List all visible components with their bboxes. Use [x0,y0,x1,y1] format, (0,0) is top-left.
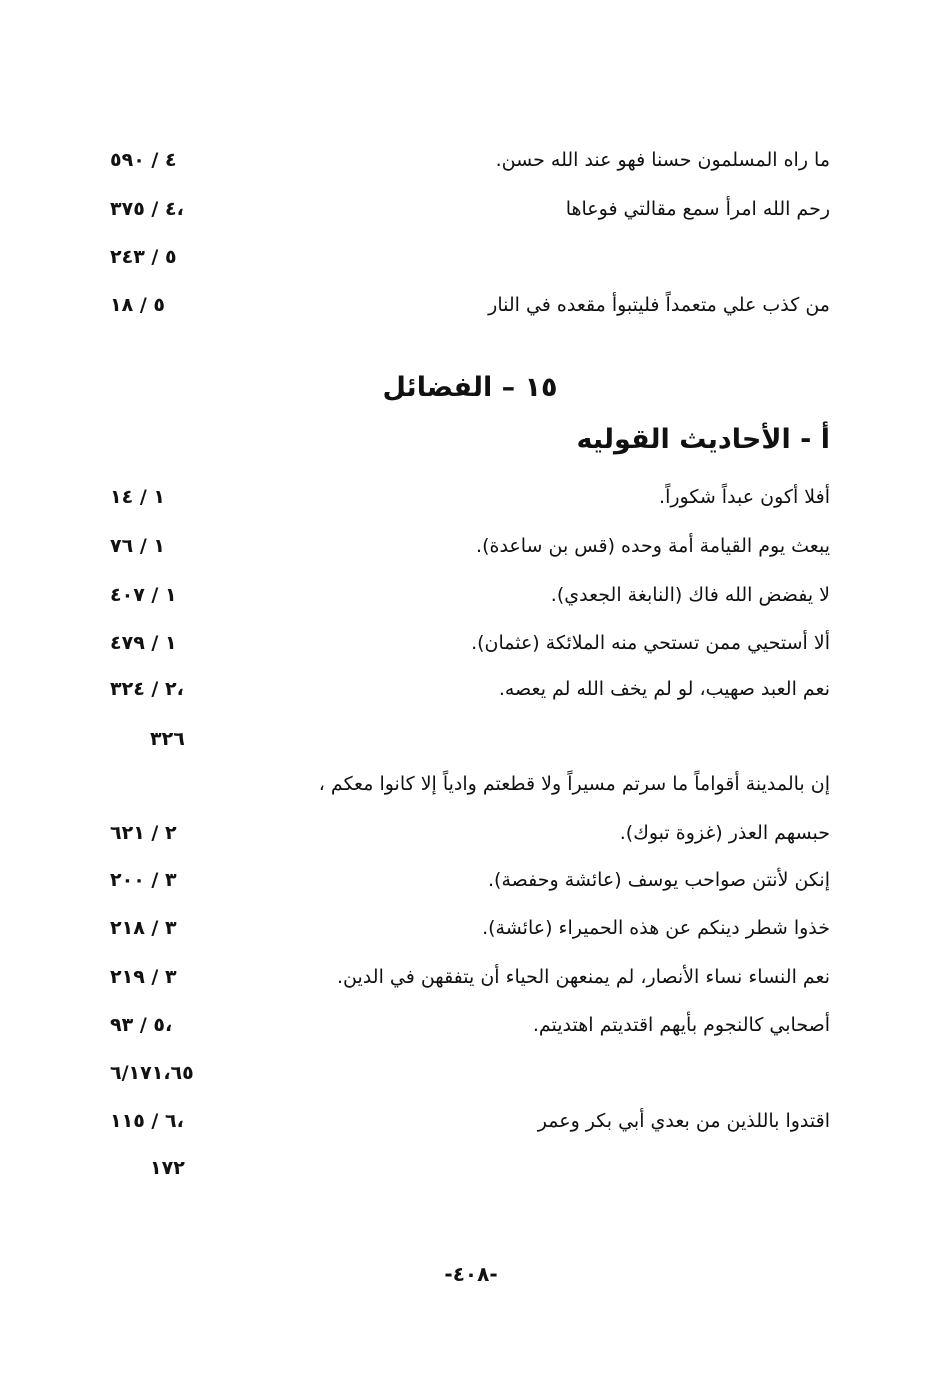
volume-page-ref: ٥ / ١٨ [110,294,165,316]
hadith-text: ما راه المسلمون حسنا فهو عند الله حسن. [495,149,830,171]
entry-row [110,1055,830,1091]
hadith-text: أفلا أكون عبداً شكوراً. [659,486,830,508]
volume-page-ref: ١ / ١٤ [110,486,165,508]
entry-row [110,479,830,515]
entry-row [110,528,830,564]
hadith-text: حبسهم العذر (غزوة تبوك). [619,822,830,844]
volume-page-ref: ١٧٢ [150,1157,185,1179]
volume-page-ref: ٥ / ٢٤٣ [110,246,177,268]
hadith-text: أصحابي كالنجوم بأيهم اقتديتم اهتديتم. [532,1014,830,1036]
entry-row [110,287,830,323]
hadith-text: رحم الله امرأ سمع مقالتي فوعاها [565,198,830,220]
volume-page-ref: ٦ / ١١٥، [110,1110,184,1132]
entry-row [110,1150,830,1186]
volume-page-ref: ٢ / ٣٢٤، [110,678,184,700]
section-heading: ١٥ – الفضائل [382,372,558,403]
volume-page-ref: ٦/١٧١،٦٥ [110,1062,194,1084]
hadith-text: اقتدوا باللذين من بعدي أبي بكر وعمر [537,1110,830,1132]
entry-row [110,766,830,802]
entry-row [110,142,830,178]
entry-row [110,959,830,995]
volume-page-ref: ١ / ٤٧٩ [110,632,177,654]
entry-row [110,191,830,227]
entry-row [110,1103,830,1139]
hadith-text: نعم النساء نساء الأنصار، لم يمنعهن الحياء أن يتفقهن في الدين. [337,966,830,988]
entry-row [110,1007,830,1043]
hadith-text: ألا أستحيي ممن تستحي منه الملائكة (عثمان). [471,632,830,654]
hadith-text: نعم العبد صهيب، لو لم يخف الله لم يعصه. [498,678,830,700]
hadith-text: لا يفضض الله فاك (النابغة الجعدي). [550,584,830,606]
hadith-text: يبعث يوم القيامة أمة وحده (قس بن ساعدة). [476,535,830,557]
volume-page-ref: ٢ / ٦٢١ [110,822,177,844]
sub-heading: أ - الأحاديث القوليه [576,424,830,455]
entry-row [110,721,830,757]
volume-page-ref: ١ / ٧٦ [110,535,165,557]
volume-page-ref: ٣ / ٢١٩ [110,966,177,988]
volume-page-ref: ٣ / ٢١٨ [110,917,177,939]
entry-row [110,239,830,275]
volume-page-ref: ١ / ٤٠٧ [110,584,177,606]
entry-row [110,815,830,851]
hadith-text: خذوا شطر دينكم عن هذه الحميراء (عائشة). [482,917,830,939]
volume-page-ref: ٣ / ٢٠٠ [110,869,177,891]
hadith-text: إنكن لأنتن صواحب يوسف (عائشة وحفصة). [488,869,830,891]
volume-page-ref: ٤ / ٣٧٥، [110,198,184,220]
entry-row [110,577,830,613]
entry-row [110,910,830,946]
volume-page-ref: ٤ / ٥٩٠ [110,149,177,171]
entry-row [110,625,830,661]
hadith-text: إن بالمدينة أقواماً ما سرتم مسيراً ولا قطعتم وادياً إلا كانوا معكم ، [318,773,830,795]
hadith-text: من كذب علي متعمداً فليتبوأ مقعده في النار [488,294,830,316]
page-number: -٤٠٨- [444,1262,498,1286]
volume-page-ref: ٥ / ٩٣، [110,1014,173,1036]
volume-page-ref: ٣٢٦ [150,728,185,750]
entry-row [110,671,830,707]
entry-row [110,862,830,898]
